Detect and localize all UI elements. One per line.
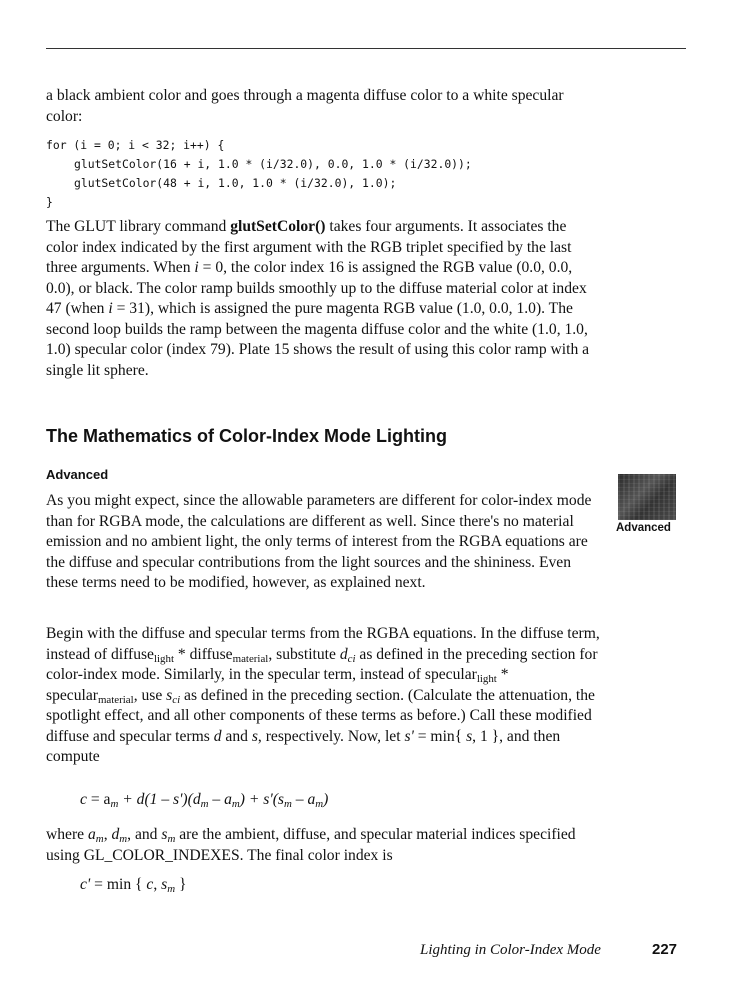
text-run: = min{ (413, 727, 467, 745)
eq-part: ) (323, 791, 329, 808)
text-run: as defined in the preceding section. (Calculate the attenuation, the spotlight effect, and all other components of these terms as before.) Call these modified diffuse and specular terms (46, 686, 595, 745)
eq-part: s (161, 876, 168, 893)
eq-part: c (80, 791, 87, 808)
advanced-topic-icon (618, 474, 676, 520)
paragraph-glut (46, 217, 602, 381)
code-line-3: glutSetColor(48 + i, 1.0, 1.0 * (i/32.0), 1.0); (74, 176, 397, 190)
equation-color-index (80, 791, 328, 809)
var-d: d (339, 645, 348, 663)
var-d: d (213, 727, 222, 745)
subscript: m (119, 833, 128, 845)
subscript: ci (172, 693, 181, 706)
paragraph-intro-math (46, 491, 602, 594)
var-s: s (161, 826, 168, 843)
text-run: , (103, 826, 112, 843)
eq-part: ) + s'(s (239, 791, 284, 808)
eq-part: , (153, 876, 162, 893)
eq-part: – a (208, 791, 232, 808)
text-run: , use (133, 686, 167, 704)
subscript: m (283, 798, 292, 810)
subscript: light (476, 673, 497, 685)
paragraph-terms-text (46, 624, 602, 768)
text-run: The GLUT library command (46, 218, 231, 235)
intro-paragraph (46, 86, 602, 127)
subscript: m (200, 798, 209, 810)
eq-part: c (146, 876, 154, 893)
code-line-4: } (46, 195, 53, 209)
header-rule (46, 48, 686, 49)
advanced-caption: Advanced (616, 522, 671, 534)
paragraph-terms (46, 624, 602, 768)
code-listing (46, 136, 472, 212)
subscript: m (315, 798, 324, 810)
var-d: d (111, 826, 120, 843)
paragraph-where-text (46, 825, 602, 866)
running-footer-title: Lighting in Color-Index Mode (420, 942, 601, 958)
text-run: , substitute (268, 645, 340, 663)
page-number: 227 (652, 941, 678, 958)
eq-part: + d(1 – s')(d (118, 791, 201, 808)
var-a: a (88, 826, 96, 843)
paragraph-intro-math-text: As you might expect, since the allowable parameters are different for color-index mode than for RGBA mode, the calculations are different as well. Since there's no material emission and no ambient light, the only terms of interest from the RGBA equations are the diffuse and specular contributions from the light sources and the shininess. Even these terms need to be modified, however, as explained next. (46, 492, 592, 591)
text-run: and (221, 727, 252, 745)
code-line-1: for (i = 0; i < 32; i++) { (46, 138, 225, 152)
text-run: , respectively. Now, let (257, 727, 405, 745)
text-run: = 0, the color index 16 is assigned the RGB value (0.0, 0.0, 0.0), or black. The color ramp builds smoothly up to the diffuse material color at index 47 (when (46, 259, 587, 317)
subscript: ci (347, 652, 356, 665)
subscript: m (167, 833, 176, 845)
var-s-prime: s' (404, 727, 414, 745)
subscript: m (167, 883, 176, 895)
code-line-2: glutSetColor(16 + i, 1.0 * (i/32.0), 0.0, 1.0 * (i/32.0)); (74, 157, 472, 171)
subscript: light (153, 652, 174, 665)
var-i: i (194, 259, 199, 276)
subscript: m (95, 833, 104, 845)
var-s: s (466, 727, 473, 745)
eq-part: = a (86, 791, 111, 808)
text-run: , and (127, 826, 162, 843)
var-s: s (251, 727, 258, 745)
text-run: , 1 }, and then compute (46, 727, 561, 765)
text-run: * diffuse (173, 645, 233, 663)
var-s: s (166, 686, 173, 704)
command-name: glutSetColor() (230, 218, 326, 235)
eq-part: } (175, 876, 187, 893)
intro-text: a black ambient color and goes through a magenta diffuse color to a white specular color: (46, 87, 564, 125)
advanced-label: Advanced (46, 467, 109, 482)
subscript: material (97, 693, 134, 706)
text-run: are the ambient, diffuse, and specular material indices specified using GL_COLOR_INDEXES. The final color index is (46, 826, 576, 864)
section-title: The Mathematics of Color-Index Mode Lighting (46, 426, 448, 446)
subscript: m (231, 798, 240, 810)
equation-final-index (80, 876, 186, 894)
eq-part: = min { (90, 876, 147, 893)
subscript: m (110, 798, 119, 810)
eq-part: c' (80, 876, 91, 893)
text-run: * specular (46, 666, 509, 704)
text-run: as defined in the preceding section for color-index mode. Similarly, in the specular term, instead of specular (46, 645, 598, 683)
paragraph-where (46, 825, 602, 866)
text-run: Begin with the diffuse and specular terms from the RGBA equations. In the diffuse term, instead of diffuse (46, 625, 600, 663)
eq-part: – a (291, 791, 316, 808)
subscript: material (232, 652, 269, 665)
text-run: = 31), which is assigned the pure magenta RGB value (1.0, 0.0, 1.0). The second loop builds the ramp between the magenta diffuse color and the white (1.0, 1.0, 1.0) specular color (index 79). Plate 15 shows the result of using this color ramp with a single lit sphere. (46, 300, 590, 379)
text-run: takes four arguments. It associates the color index indicated by the first argument with the RGB triplet specified by the last three arguments. When (46, 218, 572, 276)
paragraph-glut-text (46, 217, 602, 381)
text-run: where (46, 826, 88, 843)
var-i: i (108, 300, 113, 317)
